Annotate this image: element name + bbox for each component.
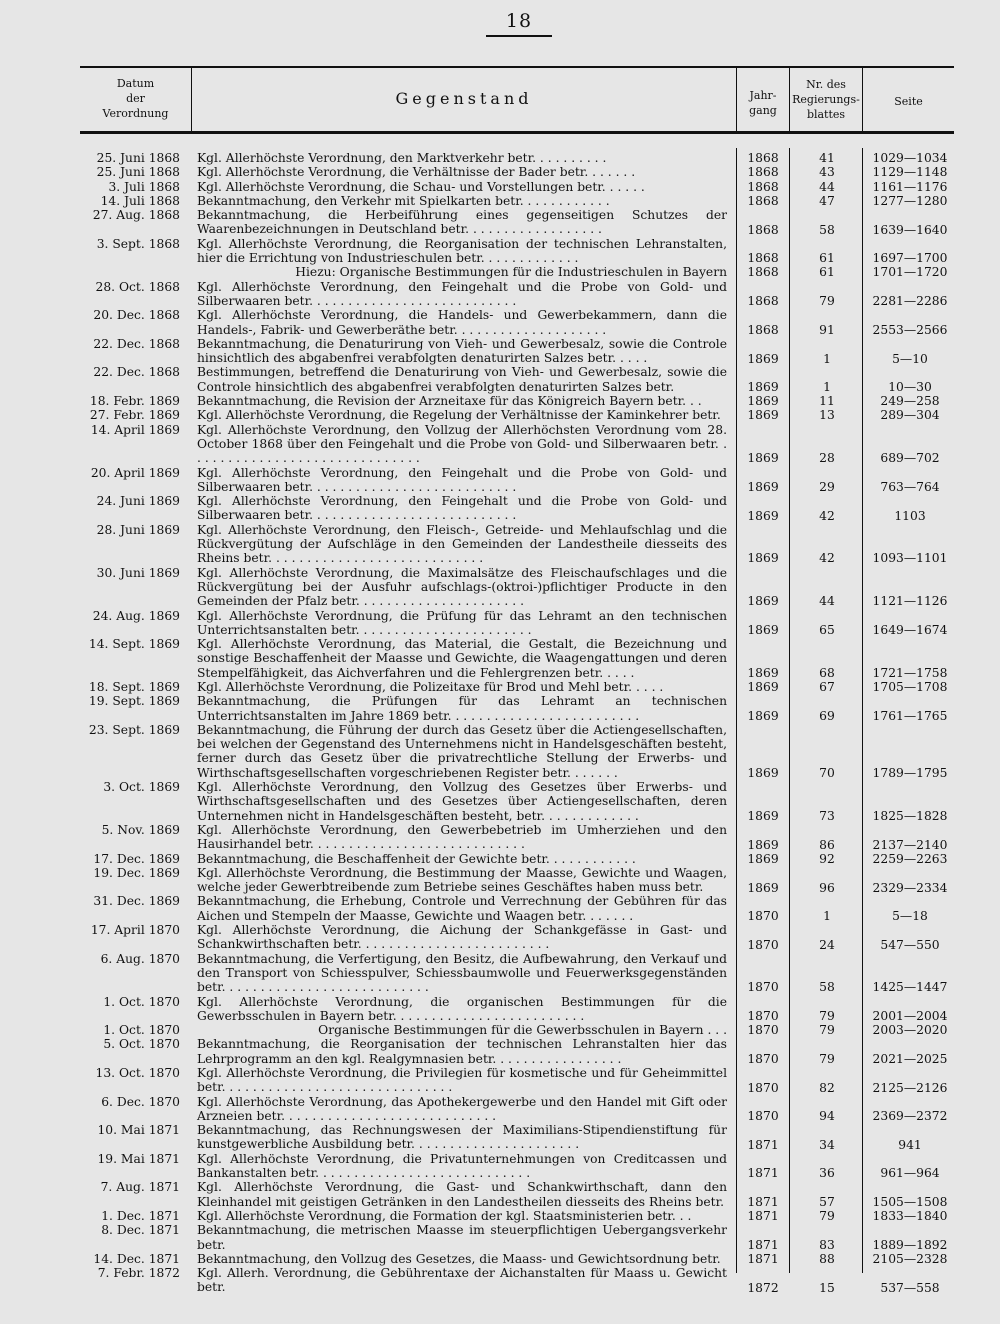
row-jahrgang: 1871 — [747, 1251, 779, 1266]
row-date: 3. Oct. 1869 — [103, 780, 180, 795]
row-seite: 5—10 — [892, 351, 928, 366]
table-row — [80, 1066, 954, 1095]
table-row — [80, 637, 954, 680]
row-jahrgang: 1871 — [747, 1237, 779, 1252]
table-row — [80, 852, 954, 866]
row-subject: Kgl. Allerhöchste Verordnung, den Vollzug des Gesetzes über Erwerbs- und Wirthschaftsgesellschaften und des Gesetzes über Actiengesellschaften, deren Unternehmen nicht in Handelsgeschäften besteht, betr. . . . . . . . . . . . . — [197, 780, 727, 823]
row-jahrgang: 1869 — [747, 380, 779, 395]
row-date: 14. Dec. 1871 — [93, 1251, 180, 1266]
row-nr: 79 — [819, 1009, 835, 1024]
row-seite: 547—550 — [880, 937, 940, 952]
row-subject: Bekanntmachung, das Rechnungswesen der Maximilians-Stipendienstiftung für kunstgewerbliche Ausbildung betr. . . . . . . . . . . . . . . . . . . . . . — [197, 1123, 727, 1152]
row-jahrgang: 1870 — [747, 1080, 779, 1095]
row-subject: Kgl. Allerhöchste Verordnung, das Apothekergewerbe und den Handel mit Gift oder Arzneien betr. . . . . . . . . . . . . . . . . . . . . . . . . . . . — [197, 1094, 727, 1123]
row-nr: 13 — [819, 408, 835, 423]
row-date: 22. Dec. 1868 — [93, 365, 180, 380]
row-seite: 2329—2334 — [872, 880, 948, 895]
row-jahrgang: 1870 — [747, 1023, 779, 1038]
row-seite: 249—258 — [880, 394, 940, 409]
row-seite: 1697—1700 — [872, 251, 948, 266]
header-bottom-rule — [80, 131, 954, 134]
row-subject: Bekanntmachung, die Revision der Arzneitaxe für das Königreich Bayern betr. . . — [197, 394, 702, 409]
row-date: 24. Juni 1869 — [96, 494, 180, 509]
row-seite: 1425—1447 — [872, 980, 948, 995]
row-seite: 2125—2126 — [872, 1080, 948, 1095]
row-subject: Kgl. Allerhöchste Verordnung, den Feingehalt und die Probe von Gold- und Silberwaaren betr. . . . . . . . . . . . . . . . . . . . . . . . . . . — [197, 465, 727, 494]
row-nr: 11 — [819, 394, 835, 409]
row-date: 25. Juni 1868 — [96, 151, 180, 165]
row-date: 20. Dec. 1868 — [93, 308, 180, 323]
row-seite: 1889—1892 — [872, 1237, 948, 1252]
table-row — [80, 1037, 954, 1066]
row-nr: 92 — [819, 851, 835, 866]
table-row — [80, 894, 954, 923]
table-row — [80, 680, 954, 694]
row-subject: Kgl. Allerhöchste Verordnung, die Handels- und Gewerbekammern, dann die Handels-, Fabrik- und Gewerberäthe betr. . . . . . . . . . . . . . . . . . . . — [197, 308, 727, 337]
table-row — [80, 1095, 954, 1124]
row-subject: Bekanntmachung, die Beschaffenheit der Gewichte betr. . . . . . . . . . . . — [197, 851, 636, 866]
row-nr: 61 — [819, 265, 835, 280]
row-seite: 961—964 — [880, 1166, 940, 1181]
row-seite: 1825—1828 — [872, 808, 948, 823]
row-seite: 1029—1034 — [872, 151, 948, 165]
row-nr: 86 — [819, 837, 835, 852]
row-nr: 83 — [819, 1237, 835, 1252]
row-nr: 58 — [819, 980, 835, 995]
row-date: 6. Aug. 1870 — [100, 951, 180, 966]
row-seite: 1705—1708 — [872, 679, 948, 694]
row-seite: 5—18 — [892, 909, 928, 924]
row-seite: 289—304 — [880, 408, 940, 423]
row-date: 23. Sept. 1869 — [88, 722, 180, 737]
row-seite: 1161—1176 — [872, 179, 948, 194]
row-date: 1. Oct. 1870 — [103, 1023, 180, 1038]
row-jahrgang: 1868 — [747, 151, 779, 165]
row-subject: Bekanntmachung, den Verkehr mit Spielkarten betr. . . . . . . . . . . . — [197, 193, 610, 208]
table-row — [80, 308, 954, 337]
header-jahrgang-line1: Jahr- — [749, 89, 777, 102]
row-nr: 24 — [819, 937, 835, 952]
table-row — [80, 995, 954, 1024]
row-jahrgang: 1868 — [747, 322, 779, 337]
row-seite: 2259—2263 — [872, 851, 948, 866]
table-row — [80, 1252, 954, 1266]
row-nr: 79 — [819, 1023, 835, 1038]
row-jahrgang: 1870 — [747, 1109, 779, 1124]
row-seite: 2137—2140 — [872, 837, 948, 852]
row-date: 20. April 1869 — [90, 465, 180, 480]
header-seite: Seite — [894, 95, 923, 108]
row-date: 31. Dec. 1869 — [93, 894, 180, 909]
row-nr: 34 — [819, 1137, 835, 1152]
row-subject: Kgl. Allerhöchste Verordnung, die Verhältnisse der Bader betr. . . . . . . — [197, 165, 636, 180]
row-date: 14. Sept. 1869 — [88, 637, 180, 652]
row-jahrgang: 1870 — [747, 980, 779, 995]
row-date: 7. Aug. 1871 — [100, 1180, 180, 1195]
row-seite: 2369—2372 — [872, 1109, 948, 1124]
table-row — [80, 208, 954, 237]
row-seite: 689—702 — [880, 451, 940, 466]
row-nr: 96 — [819, 880, 835, 895]
row-date: 1. Oct. 1870 — [103, 994, 180, 1009]
row-subject: Kgl. Allerhöchste Verordnung, die Formation der kgl. Staatsministerien betr. . . — [197, 1208, 692, 1223]
row-date: 13. Oct. 1870 — [95, 1066, 180, 1080]
row-subject: Kgl. Allerhöchste Verordnung, die organischen Bestimmungen für die Gewerbsschulen in Bayern betr. . . . . . . . . . . . . . . . . . . . . . . . . — [197, 994, 727, 1023]
table-row — [80, 523, 954, 566]
row-nr: 65 — [819, 623, 835, 638]
row-seite: 1277—1280 — [872, 193, 948, 208]
header-nr-line1: Nr. des — [806, 78, 846, 91]
row-jahrgang: 1869 — [747, 394, 779, 409]
header-nr-line2: Regierungs- — [792, 93, 860, 106]
row-nr: 79 — [819, 294, 835, 309]
header-datum-line1: Datum — [116, 77, 155, 90]
row-date: 14. April 1869 — [90, 422, 180, 437]
row-nr: 57 — [819, 1195, 835, 1210]
row-jahrgang: 1871 — [747, 1137, 779, 1152]
row-subject: Bekanntmachung, die Erhebung, Controle und Verrechnung der Gebühren für das Aichen und Stempeln der Maasse, Gewichte und Waagen betr. . . . . . . — [197, 894, 727, 923]
row-nr: 43 — [819, 165, 835, 180]
row-date: 25. Juni 1868 — [96, 165, 180, 180]
header-top-rule — [80, 66, 954, 68]
table-row — [80, 1152, 954, 1181]
row-date: 18. Sept. 1869 — [88, 679, 180, 694]
row-seite: 1129—1148 — [872, 165, 948, 180]
row-date: 17. Dec. 1869 — [93, 851, 180, 866]
row-nr: 1 — [823, 909, 831, 924]
row-seite: 1833—1840 — [872, 1208, 948, 1223]
row-nr: 82 — [819, 1080, 835, 1095]
row-nr: 73 — [819, 808, 835, 823]
row-nr: 29 — [819, 480, 835, 495]
table-row — [80, 1209, 954, 1223]
row-jahrgang: 1869 — [747, 623, 779, 638]
row-jahrgang: 1869 — [747, 480, 779, 495]
row-jahrgang: 1869 — [747, 408, 779, 423]
table-row — [80, 365, 954, 394]
table-row — [80, 923, 954, 952]
row-nr: 69 — [819, 708, 835, 723]
row-nr: 61 — [819, 251, 835, 266]
table-row — [80, 180, 954, 194]
row-seite: 2553—2566 — [872, 322, 948, 337]
row-jahrgang: 1868 — [747, 222, 779, 237]
row-nr: 41 — [819, 151, 835, 165]
row-date: 3. Juli 1868 — [108, 179, 180, 194]
row-jahrgang: 1869 — [747, 665, 779, 680]
row-nr: 1 — [823, 380, 831, 395]
ordinance-table-body — [80, 151, 954, 1295]
row-subject: Bestimmungen, betreffend die Denaturirung von Vieh- und Gewerbesalz, sowie die Controle hinsichtlich des abgabenfrei verabfolgten denaturirten Salzes betr. — [197, 365, 727, 394]
row-subject: Kgl. Allerhöchste Verordnung, den Feingehalt und die Probe von Gold- und Silberwaaren betr. . . . . . . . . . . . . . . . . . . . . . . . . . . — [197, 279, 727, 308]
row-seite: 1093—1101 — [872, 551, 948, 566]
row-nr: 91 — [819, 322, 835, 337]
row-subject: Bekanntmachung, die metrischen Maasse im steuerpflichtigen Uebergangsverkehr betr. — [197, 1223, 727, 1252]
row-seite: 1103 — [894, 508, 926, 523]
row-jahrgang: 1870 — [747, 1052, 779, 1067]
row-subject: Kgl. Allerhöchste Verordnung, die Schau- und Vorstellungen betr. . . . . . — [197, 179, 645, 194]
table-row — [80, 1223, 954, 1252]
row-date: 8. Dec. 1871 — [101, 1223, 180, 1238]
table-row — [80, 1180, 954, 1209]
row-nr: 15 — [819, 1280, 835, 1295]
row-seite: 537—558 — [880, 1280, 940, 1295]
row-jahrgang: 1869 — [747, 679, 779, 694]
row-jahrgang: 1868 — [747, 294, 779, 309]
row-jahrgang: 1869 — [747, 451, 779, 466]
header-jahrgang-line2: gang — [749, 104, 777, 117]
row-nr: 42 — [819, 508, 835, 523]
table-row — [80, 280, 954, 309]
row-date: 22. Dec. 1868 — [93, 336, 180, 351]
table-row — [80, 466, 954, 495]
row-subject: Bekanntmachung, die Denaturirung von Vieh- und Gewerbesalz, sowie die Controle hinsichtlich des abgabenfrei verabfolgten denaturirten Salzes betr. . . . . — [197, 336, 727, 366]
header-jahrgang — [737, 88, 789, 118]
row-jahrgang: 1868 — [747, 165, 779, 180]
row-seite: 10—30 — [888, 380, 932, 395]
row-jahrgang: 1869 — [747, 508, 779, 523]
row-date: 3. Sept. 1868 — [96, 236, 180, 251]
row-subject: Bekanntmachung, die Reorganisation der technischen Lehranstalten hier das Lehrprogramm an den kgl. Realgymnasien betr. . . . . . . . . . . . . . . . . — [197, 1037, 727, 1066]
row-jahrgang: 1869 — [747, 351, 779, 366]
row-date: 5. Nov. 1869 — [101, 822, 180, 837]
header-nr — [790, 77, 862, 122]
row-nr: 58 — [819, 222, 835, 237]
row-subject: Bekanntmachung, den Vollzug des Gesetzes, die Maass- und Gewichtsordnung betr. — [197, 1251, 721, 1266]
table-row — [80, 609, 954, 638]
table-row — [80, 194, 954, 208]
row-date: 19. Sept. 1869 — [88, 694, 180, 709]
row-subject: Kgl. Allerhöchste Verordnung, die Maximalsätze des Fleischaufschlages und die Rückvergütung bei der Ausfuhr aufschlags-(oktroi-)pflichtiger Producte in den Gemeinden der Pfalz betr. . . . . . . . . . . . . . . . . . . . . . — [197, 565, 727, 609]
row-seite: 2001—2004 — [872, 1009, 948, 1024]
header-nr-line3: blattes — [806, 108, 846, 121]
row-jahrgang: 1869 — [747, 808, 779, 823]
row-subject: Kgl. Allerhöchste Verordnung, die Gast- und Schankwirthschaft, dann den Kleinhandel mit geistigen Getränken in den Landestheilen diesseits des Rheins betr. — [197, 1180, 727, 1209]
row-nr: 94 — [819, 1109, 835, 1124]
row-subject: Kgl. Allerhöchste Verordnung, den Vollzug der Allerhöchsten Verordnung vom 28. October 1868 über den Feingehalt und die Probe von Gold- und Silberwaaren betr. . . . . . . . . . . . . . . . . . . . . . . . . . . . . . . — [197, 422, 727, 466]
table-row — [80, 337, 954, 366]
row-date: 7. Febr. 1872 — [97, 1266, 180, 1281]
row-subject: Bekanntmachung, die Prüfungen für das Lehramt an technischen Unterrichtsanstalten im Jahre 1869 betr. . . . . . . . . . . . . . . . . . . . . . . . . — [197, 694, 727, 723]
row-nr: 79 — [819, 1208, 835, 1223]
row-seite: 1649—1674 — [872, 623, 948, 638]
row-jahrgang: 1869 — [747, 837, 779, 852]
row-nr: 36 — [819, 1166, 835, 1181]
row-date: 27. Febr. 1869 — [89, 408, 180, 423]
row-seite: 1789—1795 — [872, 765, 948, 780]
row-nr: 1 — [823, 351, 831, 366]
row-subject: Bekanntmachung, die Verfertigung, den Besitz, die Aufbewahrung, den Verkauf und den Transport von Schiesspulver, Schiessbaumwolle und Feuerwerksgegenständen betr. . . . . . . . . . . . . . . . . . . . . . . . . . . — [197, 951, 727, 995]
header-datum-line2: der — [126, 92, 145, 105]
row-subject: Bekanntmachung, die Führung der durch das Gesetz über die Actiengesellschaften, bei welchen der Gegenstand des Unternehmens nicht in Handelsgeschäften besteht, ferner durch das Gesetz über die privatrechtliche Stellung der Erwerbs- und Wirthschaftsgesellschaften vorgeschriebenen Register betr. . . . . . . — [197, 722, 727, 780]
row-date: 19. Dec. 1869 — [93, 865, 180, 880]
page-number: 18 — [486, 10, 552, 37]
row-nr: 47 — [819, 193, 835, 208]
row-nr: 28 — [819, 451, 835, 466]
row-seite: 1761—1765 — [872, 708, 948, 723]
row-date: 24. Aug. 1869 — [92, 608, 180, 623]
row-subject: Kgl. Allerhöchste Verordnung, die Privatunternehmungen von Creditcassen und Bankanstalten betr. . . . . . . . . . . . . . . . . . . . . . . . . . . . — [197, 1151, 727, 1181]
row-seite: 1505—1508 — [872, 1195, 948, 1210]
row-seite: 2021—2025 — [872, 1052, 948, 1067]
row-nr: 70 — [819, 765, 835, 780]
table-row — [80, 1266, 954, 1295]
row-nr: 88 — [819, 1251, 835, 1266]
row-subject: Kgl. Allerhöchste Verordnung, die Privilegien für kosmetische und für Geheimmittel betr. . . . . . . . . . . . . . . . . . . . . . . . . . . . . . — [197, 1066, 727, 1095]
row-jahrgang: 1871 — [747, 1208, 779, 1223]
row-nr: 44 — [819, 179, 835, 194]
row-subject: Kgl. Allerhöchste Verordnung, den Feingehalt und die Probe von Gold- und Silberwaaren betr. . . . . . . . . . . . . . . . . . . . . . . . . . . — [197, 494, 727, 523]
row-jahrgang: 1869 — [747, 765, 779, 780]
row-date: 17. April 1870 — [90, 923, 180, 938]
row-jahrgang: 1870 — [747, 1009, 779, 1024]
table-row — [80, 823, 954, 852]
row-subject: Kgl. Allerhöchste Verordnung, das Material, die Gestalt, die Bezeichnung und sonstige Beschaffenheit der Maasse und Gewichte, die Waagengattungen und deren Stempelfähigkeit, das Aichverfahren und die Fehlergrenzen betr. . . . . — [197, 637, 727, 680]
table-row — [80, 494, 954, 523]
row-seite: 2105—2328 — [872, 1251, 948, 1266]
table-row — [80, 165, 954, 179]
row-seite: 1639—1640 — [872, 222, 948, 237]
row-jahrgang: 1869 — [747, 594, 779, 609]
table-row — [80, 1023, 954, 1037]
table-row — [80, 952, 954, 995]
row-seite: 2003—2020 — [872, 1023, 948, 1038]
row-jahrgang: 1869 — [747, 551, 779, 566]
row-date: 28. Juni 1869 — [96, 522, 180, 537]
table-row — [80, 237, 954, 266]
row-seite: 1721—1758 — [872, 665, 948, 680]
table-row — [80, 694, 954, 723]
row-subject: Hiezu: Organische Bestimmungen für die Industrieschulen in Bayern — [295, 265, 727, 280]
row-date: 28. Oct. 1868 — [95, 279, 180, 294]
row-date: 6. Dec. 1870 — [101, 1094, 180, 1109]
row-subject: Kgl. Allerhöchste Verordnung, die Aichung der Schankgefässe in Gast- und Schankwirthschaften betr. . . . . . . . . . . . . . . . . . . . . . . . . — [197, 923, 727, 952]
row-subject: Organische Bestimmungen für die Gewerbsschulen in Bayern . . . — [318, 1023, 727, 1038]
row-date: 1. Dec. 1871 — [101, 1208, 180, 1223]
header-gegenstand: Gegenstand — [395, 89, 533, 108]
row-nr: 42 — [819, 551, 835, 566]
row-date: 5. Oct. 1870 — [103, 1037, 180, 1052]
row-seite: 763—764 — [880, 480, 940, 495]
row-nr: 44 — [819, 594, 835, 609]
row-seite: 1701—1720 — [872, 265, 948, 280]
row-nr: 68 — [819, 665, 835, 680]
row-date: 18. Febr. 1869 — [89, 394, 180, 409]
table-row — [80, 151, 954, 165]
row-subject: Bekanntmachung, die Herbeiführung eines gegenseitigen Schutzes der Waarenbezeichnungen in Deutschland betr. . . . . . . . . . . . . . . . . . — [197, 208, 727, 237]
row-subject: Kgl. Allerhöchste Verordnung, den Marktverkehr betr. . . . . . . . . . — [197, 151, 607, 165]
row-jahrgang: 1869 — [747, 851, 779, 866]
row-jahrgang: 1870 — [747, 937, 779, 952]
table-row — [80, 566, 954, 609]
table-row — [80, 408, 954, 422]
table-row — [80, 265, 954, 279]
header-datum-line3: Verordnung — [102, 107, 169, 120]
table-row — [80, 1123, 954, 1152]
row-nr: 67 — [819, 679, 835, 694]
row-jahrgang: 1868 — [747, 265, 779, 280]
row-subject: Kgl. Allerhöchste Verordnung, die Regelung der Verhältnisse der Kaminkehrer betr. — [197, 408, 721, 423]
row-jahrgang: 1871 — [747, 1166, 779, 1181]
table-row — [80, 423, 954, 466]
table-row — [80, 394, 954, 408]
row-jahrgang: 1869 — [747, 880, 779, 895]
row-jahrgang: 1869 — [747, 708, 779, 723]
row-date: 19. Mai 1871 — [97, 1151, 180, 1166]
row-subject: Kgl. Allerhöchste Verordnung, die Polizeitaxe für Brod und Mehl betr. . . . . — [197, 679, 664, 694]
row-subject: Kgl. Allerhöchste Verordnung, den Fleisch-, Getreide- und Mehlaufschlag und die Rückvergütung der Aufschläge in den Gemeinden der Landestheile diesseits des Rheins betr. . . . . . . . . . . . . . . . . . . . . . . . . . . . — [197, 522, 727, 566]
row-subject: Kgl. Allerhöchste Verordnung, die Prüfung für das Lehramt an den technischen Unterrichtsanstalten betr. . . . . . . . . . . . . . . . . . . . . . . — [197, 608, 727, 637]
row-jahrgang: 1872 — [747, 1280, 779, 1295]
row-seite: 2281—2286 — [872, 294, 948, 309]
row-seite: 1121—1126 — [872, 594, 948, 609]
row-jahrgang: 1871 — [747, 1195, 779, 1210]
row-date: 27. Aug. 1868 — [92, 208, 180, 223]
row-jahrgang: 1868 — [747, 193, 779, 208]
row-date: 14. Juli 1868 — [100, 193, 180, 208]
row-subject: Kgl. Allerhöchste Verordnung, den Gewerbebetrieb im Umherziehen und den Hausirhandel betr. . . . . . . . . . . . . . . . . . . . . . . . . . . . — [197, 822, 727, 852]
row-nr: 79 — [819, 1052, 835, 1067]
table-row — [80, 866, 954, 895]
row-seite: 941 — [898, 1137, 922, 1152]
row-jahrgang: 1868 — [747, 179, 779, 194]
table-row — [80, 723, 954, 780]
row-jahrgang: 1870 — [747, 909, 779, 924]
row-subject: Kgl. Allerhöchste Verordnung, die Bestimmung der Maasse, Gewichte und Waagen, welche jeder Gewerbtreibende zum Betriebe seines Geschäftes haben muss betr. — [197, 865, 727, 895]
row-date: 30. Juni 1869 — [96, 565, 180, 580]
row-jahrgang: 1868 — [747, 251, 779, 266]
row-subject: Kgl. Allerh. Verordnung, die Gebührentaxe der Aichanstalten für Maass u. Gewicht betr. — [197, 1266, 727, 1295]
row-date: 10. Mai 1871 — [97, 1123, 180, 1138]
table-row — [80, 780, 954, 823]
header-datum — [82, 76, 189, 121]
row-subject: Kgl. Allerhöchste Verordnung, die Reorganisation der technischen Lehranstalten, hier die Errichtung von Industrieschulen betr. . . . . . . . . . . . . — [197, 236, 727, 266]
